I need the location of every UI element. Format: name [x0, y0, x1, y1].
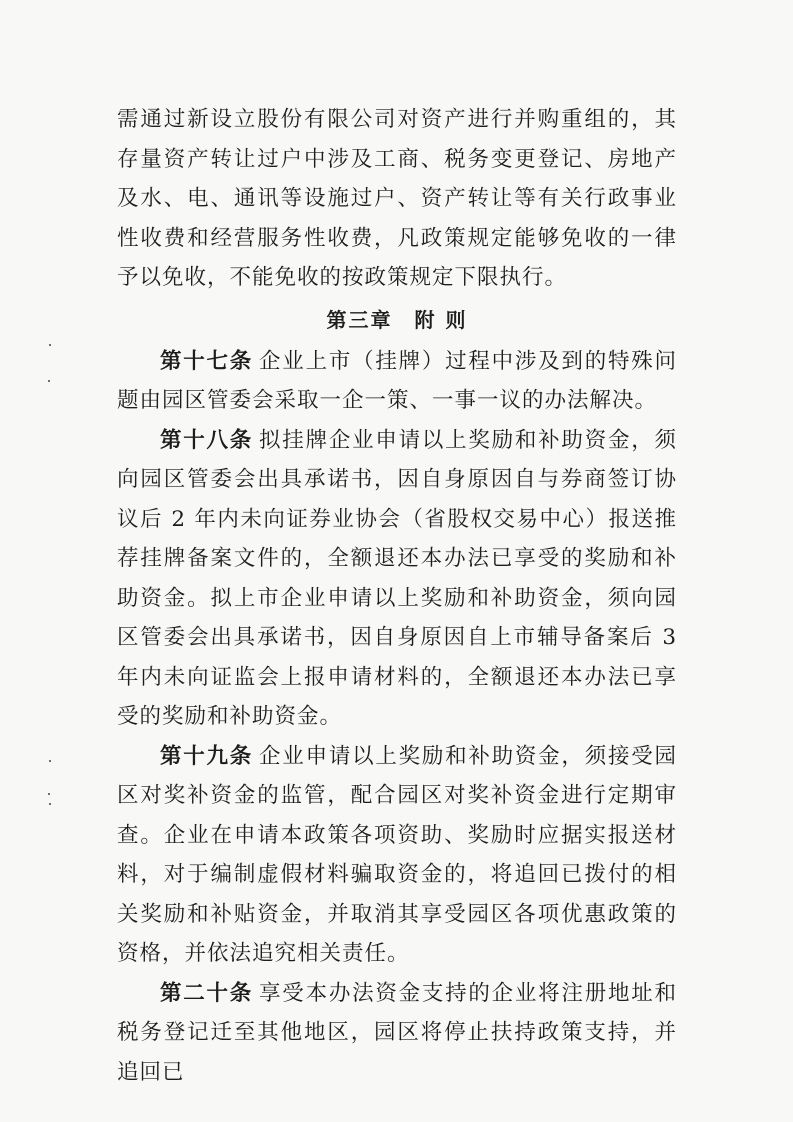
article-text: 享受本办法资金支持的企业将注册地址和税务登记迁至其他地区，园区将停止扶持政策支持，并追回已	[117, 980, 677, 1085]
article-number: 第十九条	[160, 743, 254, 769]
article-19	[117, 737, 677, 974]
article-number: 第十七条	[160, 348, 254, 374]
document-body	[117, 100, 677, 1092]
article-number: 第二十条	[160, 980, 254, 1006]
scan-speck	[48, 793, 50, 795]
article-text: 企业上市（挂牌）过程中涉及到的特殊问题由园区管委会采取一企一策、一事一议的办法解决。	[117, 348, 677, 413]
scan-speck	[48, 380, 50, 382]
chapter-title: 第三章 附 则	[326, 307, 468, 332]
article-18	[117, 421, 677, 737]
scan-speck	[49, 344, 51, 346]
article-text: 企业申请以上奖励和补助资金，须接受园区对奖补资金的监管，配合园区对奖补资金进行定期审查。企业在申请本政策各项资助、奖励时应据实报送材料，对于编制虚假材料骗取资金的，将追回已拨付的相关奖励和补贴资金，并取消其享受园区各项优惠政策的资格，并依法追究相关责任。	[117, 743, 677, 966]
intro-paragraph: 需通过新设立股份有限公司对资产进行并购重组的，其存量资产转让过户中涉及工商、税务变更登记、房地产及水、电、通讯等设施过户、资产转让等有关行政事业性收费和经营服务性收费，凡政策规定能够免收的一律予以免收，不能免收的按政策规定下限执行。	[117, 107, 677, 290]
article-17	[117, 342, 677, 421]
scan-speck	[49, 760, 51, 762]
article-text: 拟挂牌企业申请以上奖励和补助资金，须向园区管委会出具承诺书，因自身原因自与券商签订协议后 2 年内未向证券业协会（省股权交易中心）报送推荐挂牌备案文件的，全额退还本办法已享受的奖励和补助资金。拟上市企业申请以上奖励和补助资金，须向园区管委会出具承诺书，因自身原因自上市辅导备案后 3 年内未向证监会上报申请材料的，全额退还本办法已享受的奖励和补助资金。	[117, 427, 677, 729]
scan-speck	[49, 803, 51, 805]
article-20	[117, 974, 677, 1093]
article-number: 第十八条	[160, 427, 254, 453]
